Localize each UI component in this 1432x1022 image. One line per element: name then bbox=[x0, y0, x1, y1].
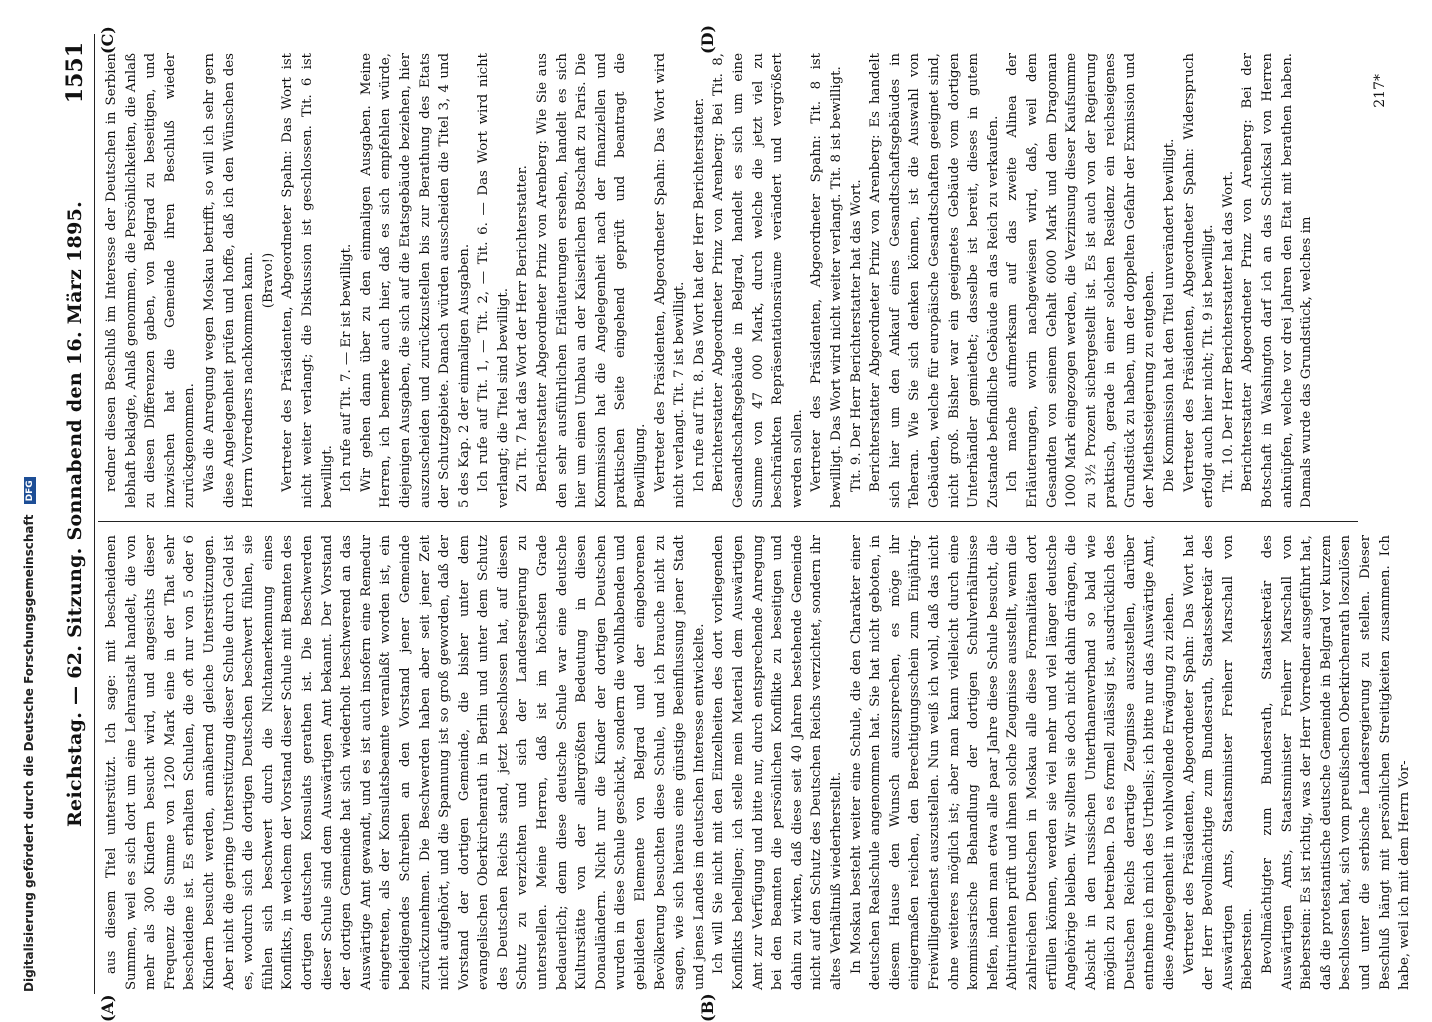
paragraph: Berichterstatter Abgeordneter Prinz von Arenberg: Es handelt sich hier um den Ankauf eines Gesandtschaftsgebäudes in Teheran. Wie Sie sich denken können, ist die Auswahl von Gebäuden, welche für europäische Gesandtschaften geeignet sind, nicht groß. Bisher war ein geeignetes Gebäude vom dortigen Unterhändler gemiethet; dasselbe ist bereit, dieses in gutem Zustande befindliche Gebäude an das Reich zu verkaufen. bbox=[868, 53, 1001, 508]
paragraph: Ich rufe auf Tit. 7. — Er ist bewilligt. bbox=[339, 243, 355, 492]
paragraph: (Bravo!) bbox=[260, 252, 276, 309]
digitization-strip bbox=[0, 0, 36, 1000]
paragraph: Ich rufe auf Tit. 8. Das Wort hat der Herr Berichterstatter. bbox=[691, 97, 707, 492]
scanned-page bbox=[58, 24, 1413, 1022]
column-divider bbox=[98, 521, 1358, 522]
paragraph: Bevollmächtigter zum Bundesrath, Staatssekretär des Auswärtigen Amts, Staatsminister Freiherr Marschall von Bieberstein: Es ist richtig, was der Herr Vorredner ausgeführt hat, daß die protestantische deutsche Gemeinde in Belgrad vor kurzem beschlossen hat, sich vom preußischen Oberkirchenrath loszulösen und unter die serbische Landesregierung zu stellen. Dieser Beschluß hängt mit persönlichen Streitigkeiten zusammen. Ich habe, weil ich mit dem Herrn Vor- bbox=[1260, 535, 1413, 990]
paragraph: In Moskau besteht weiter eine Schule, die den Charakter einer deutschen Realschule angenommen hat. Sie hat nicht geboten, in diesem Hause den Wunsch auszusprechen, es möge ihr einigermaßen reichen, den Berechtigungsschein zum Einjährig-Freiwilligendienst auszustellen. Nun weiß ich wohl, daß das nicht ohne weiteres möglich ist; aber man kann vielleicht durch eine kommissarische Behandlung der dortigen Schulverhältnisse helfen, indem man etwa alle paar Jahre diese Schule besucht, die Abiturienten prüft und ihnen solche Zeugnisse ausstellt, wenn die zahlreichen Deutschen in Moskau alle diese Formalitäten dort erfüllen können, werden sie viel mehr und viel länger deutsche Angehörige bleiben. Wir sollten sie doch nicht dahin drängen, die Absicht in den russischen Unterthanenverband so bald wie möglich zu betreiben. Da es formell zulässig ist, ausdrücklich des Deutschen Reichs derartige Zeugnisse auszustellen, darüber entnehme ich mich des Urtheils; ich bitte nur das Auswärtige Amt, diese Angelegenheit in wohlwollende Erwägung zu ziehen. bbox=[848, 535, 1178, 990]
digitization-notice-text: Digitalisierung gefördert durch die Deutsche Forschungsgemeinschaft bbox=[22, 514, 36, 992]
paragraph: Ich mache aufmerksam auf das zweite Alinea der Erläuterungen, worin nachgewiesen wird, daß, weil dem Gesandten von seinem Gehalt 6000 Mark und dem Dragoman 1000 Mark eingezogen werden, die Verzinsung dieser Kaufsumme zu 3½ Prozent sichergestellt ist. Es ist auch von der Regierung praktisch, gerade in einer solchen Residenz ein reichseigenes Grundstück zu haben, um der doppelten Gefahr der Exmission und der Miethssteigerung zu entgehen. bbox=[1005, 53, 1158, 508]
paragraph: Zu Tit. 7 hat das Wort der Herr Berichterstatter. bbox=[515, 165, 531, 492]
paragraph: Vertreter des Präsidenten, Abgeordneter Spahn: Das Wort ist nicht weiter verlangt; die Diskussion ist geschlossen. Tit. 6 ist bewilligt. bbox=[280, 53, 335, 508]
page-header bbox=[58, 34, 95, 994]
paragraph: Ich will Sie nicht mit den Einzelheiten des dort vorliegenden Konflikts behelligen; ich stelle mein Material dem Auswärtigen Amt zur Verfügung und bitte nur, durch entsprechende Anregung bei den Beamten die persönlichen Konflikte zu beseitigen und dahin zu wirken, daß diese seit 40 Jahren bestehende Gemeinde nicht auf den Schutz des Deutschen Reichs verzichtet, sondern ihr altes Verhältniß wiederherstellt. bbox=[711, 535, 844, 990]
paragraph: Vertreter des Präsidenten, Abgeordneter Spahn: Das Wort hat der Herr Bevollmächtigte zum Bundesrath, Staatssekretär des Auswärtigen Amts, Staatsminister Freiherr Marschall von Bieberstein. bbox=[1181, 535, 1256, 990]
margin-marker-b: (B) bbox=[698, 993, 717, 1022]
left-column bbox=[102, 535, 1413, 990]
paragraph: redner diesen Beschluß im Interesse der Deutschen in Serbien lebhaft beklagte, Anlaß genommen, die Persönlichkeiten, die Anlaß zu diesen Differenzen gaben, von Belgrad zu beseitigen, und inzwischen hat die Gemeinde ihren Beschluß wieder zurückgenommen. bbox=[104, 53, 198, 508]
paragraph: Berichterstatter Abgeordneter Prinz von Arenberg: Bei der Botschaft in Washington darf ich an das Schicksal von Herren anknüpfen, welche vor drei Jahren den Etat mit berathen haben. Damals wurde das Grundstück, welches im bbox=[1240, 53, 1315, 508]
paragraph: Die Kommission hat den Titel unverändert bewilligt. bbox=[1162, 138, 1178, 492]
paragraph: Tit. 9. Der Herr Berichterstatter hat das Wort. bbox=[848, 179, 864, 492]
margin-marker-c: (C) bbox=[98, 26, 117, 54]
paragraph: Berichterstatter Abgeordneter Prinz von Arenberg: Bei Tit. 8, Gesandtschaftsgebäude in Belgrad, handelt es sich um eine Summe von 47 000 Mark, durch welche die jetzt viel zu beschränkten Repräsentationsräume verändert und vergrößert werden sollen. bbox=[711, 53, 805, 508]
paragraph: aus diesem Titel unterstützt. Ich sage: mit bescheidenen Summen, weil es sich dort um eine Lehranstalt handelt, die von mehr als 300 Kindern besucht wird, und angesichts dieser Frequenz die Summe von 1200 Mark eine in der That sehr bescheidene ist. Es erhalten Schulen, die oft nur von 5 oder 6 Kindern besucht werden, annähernd gleiche Unterstützungen. Aber nicht die geringe Unterstützung dieser Schule durch Geld ist es, wodurch sich die dortigen Deutschen beschwert fühlen, sie fühlen sich beschwert durch die Nichtanerkennung eines Konflikts, in welchem der Vorstand dieser Schule mit Beamten des dortigen deutschen Konsulats gerathen ist. Die Beschwerden dieser Schule sind dem Auswärtigen Amt bekannt. Der Vorstand der dortigen Gemeinde hat sich wiederholt beschwerend an das Auswärtige Amt gewandt, und es ist auch insofern eine Remedur eingetreten, als der Konsulatsbeamte veranlaßt worden ist, ein beleidigendes Schreiben an den Vorstand jener Gemeinde zurückzunehmen. Die Beschwerden haben aber seit jener Zeit nicht aufgehört, und die Spannung ist so groß geworden, daß der Vorstand der dortigen Gemeinde, die bisher unter dem evangelischen Oberkirchenrath in Berlin und unter dem Schutz des Deutschen Reichs stand, jetzt beschlossen hat, auf diesen Schutz zu verzichten und sich der Landesregierung zu unterstellen. Meine Herren, daß ist im höchsten Grade bedauerlich; denn diese deutsche Schule war eine deutsche Kulturstätte von der allergrößten Bedeutung in diesen Donauländern. Nicht nur die Kinder der dortigen Deutschen wurden in diese Schule geschickt, sondern die wohlhabenden und gebildeten Elemente von Belgrad und der eingeborenen Bevölkerung besuchten diese Schule, und ich brauche nicht zu sagen, wie sich hieraus eine günstige Beeinflussung jener Stadt und jenes Landes im deutschen Interesse entwickelte. bbox=[104, 535, 707, 990]
paragraph: Vertreter des Präsidenten, Abgeordneter Spahn: Widerspruch erfolgt auch hier nicht; Tit. 9 ist bewilligt. bbox=[1181, 53, 1217, 508]
header-title: Reichstag. — 62. Sitzung. Sonnabend den 16. März 1895. bbox=[64, 200, 86, 828]
sheet-signature: 217* bbox=[1372, 74, 1388, 108]
dfg-logo: DFG bbox=[24, 477, 36, 504]
paragraph: Wir gehen dann über zu den einmaligen Ausgaben. Meine Herren, ich bemerke auch hier, daß es sich empfehlen würde, diejenigen Ausgaben, die sich auf die Etatsgebäude beziehen, hier auszuscheiden und zurückzustellen bis zur Berathung des Etats der Schutzgebiete. Danach würden ausscheiden die Titel 3, 4 und 5 des Kap. 2 der einmaligen Ausgaben. bbox=[358, 53, 472, 508]
page-number: 1551 bbox=[62, 42, 88, 104]
paragraph: Vertreter des Präsidenten, Abgeordneter Spahn: Das Wort wird nicht verlangt. Tit. 7 ist bewilligt. bbox=[652, 53, 688, 508]
paragraph: Tit. 10. Der Herr Berichterstatter hat das Wort. bbox=[1220, 170, 1236, 492]
paragraph: Ich rufe auf Tit. 1, — Tit. 2, — Tit. 6. — Das Wort wird nicht verlangt; die Titel sind bewilligt. bbox=[476, 53, 511, 508]
paragraph: Vertreter des Präsidenten, Abgeordneter Spahn: Tit. 8 ist bewilligt. Das Wort wird nicht weiter verlangt. Tit. 8 ist bewilligt. bbox=[809, 53, 844, 508]
margin-marker-d: (D) bbox=[698, 24, 717, 54]
paragraph: Was die Anregung wegen Moskau betrifft, so will ich sehr gern diese Angelegenheit prüfen und hoffe, daß ich den Wünschen des Herrn Vorredners nachkommen kann. bbox=[201, 53, 257, 508]
paragraph: Berichterstatter Abgeordneter Prinz von Arenberg: Wie Sie aus den sehr ausführlichen Erläuterungen ersehen, handelt es sich hier um einen Umbau an der Kaiserlichen Botschaft zu Paris. Die Kommission hat die Angelegenheit nach der finanziellen und praktischen Seite eingehend geprüft und beantragt die Bewilligung. bbox=[535, 53, 649, 508]
margin-marker-a: (A) bbox=[98, 994, 117, 1022]
right-column bbox=[102, 53, 1354, 508]
digitization-notice bbox=[22, 2, 36, 992]
